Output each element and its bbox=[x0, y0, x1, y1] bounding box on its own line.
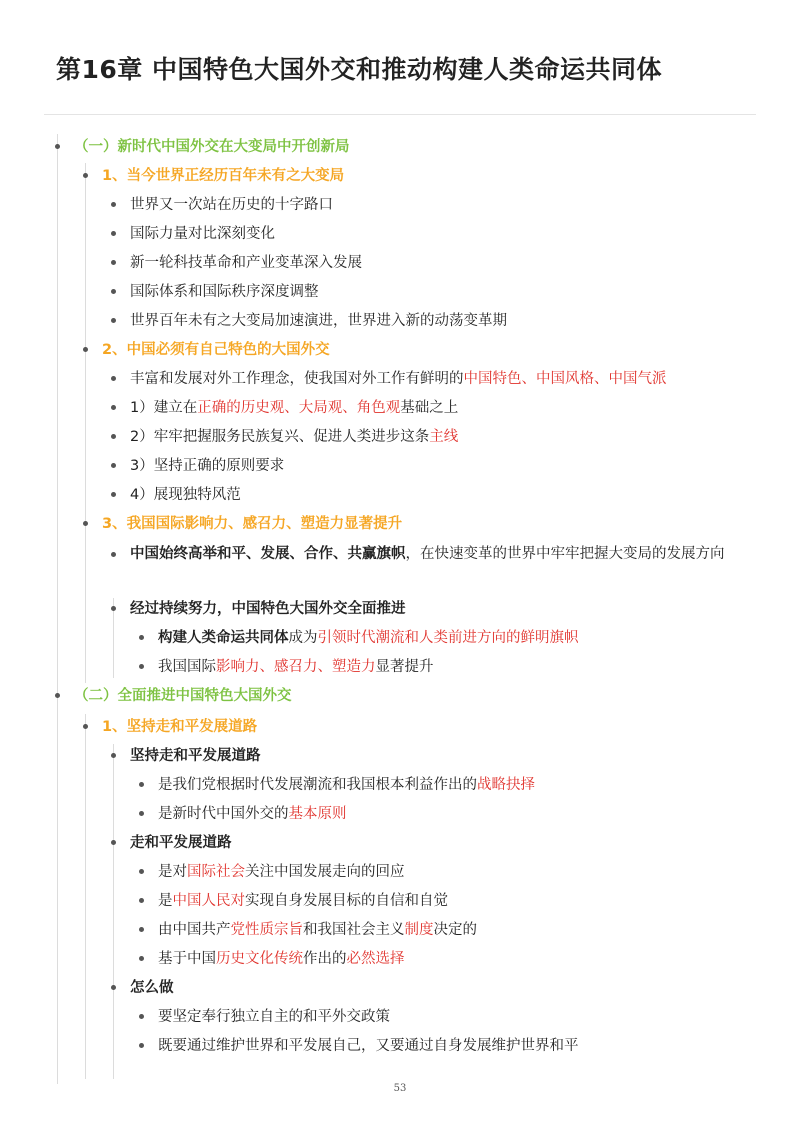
section-heading-1: （一）新时代中国外交在大变局中开创新局 bbox=[74, 139, 350, 155]
bullet-dot bbox=[83, 173, 88, 178]
highlight-text: 影响力、感召力、塑造力 bbox=[216, 659, 376, 675]
list-item: 3）坚持正确的原则要求 bbox=[130, 458, 285, 474]
bold-text: 中国始终高举和平、发展、合作、共赢旗帜 bbox=[130, 546, 406, 562]
bullet-dot bbox=[111, 405, 116, 410]
list-item bbox=[158, 772, 535, 798]
bold-text: 构建人类命运共同体 bbox=[158, 630, 289, 646]
bullet-dot bbox=[111, 552, 116, 557]
text-segment: 是我们党根据时代发展潮流和我国根本利益作出的 bbox=[158, 777, 477, 793]
bullet-dot bbox=[111, 376, 116, 381]
indent-guide-level3b bbox=[113, 744, 114, 1079]
text-segment: 决定的 bbox=[433, 922, 477, 938]
text-segment: 是 bbox=[158, 893, 173, 909]
bullet-dot bbox=[83, 521, 88, 526]
text-segment: 基于中国 bbox=[158, 951, 216, 967]
bullet-dot bbox=[83, 724, 88, 729]
bullet-dot bbox=[111, 840, 116, 845]
bullet-dot bbox=[111, 289, 116, 294]
bullet-dot bbox=[111, 260, 116, 265]
list-item: 要坚定奉行独立自主的和平外交政策 bbox=[158, 1009, 390, 1025]
bullet-dot bbox=[139, 1014, 144, 1019]
text-segment: 成为 bbox=[288, 630, 318, 646]
highlight-text: 必然选择 bbox=[346, 951, 405, 967]
highlight-text: 引领时代潮流和人类前进方向的鲜明旗帜 bbox=[317, 630, 579, 646]
highlight-text: 党性质宗旨 bbox=[230, 922, 303, 938]
list-item bbox=[158, 888, 448, 914]
list-item bbox=[158, 917, 477, 943]
group-label: 怎么做 bbox=[130, 980, 174, 996]
text-segment: 和我国社会主义 bbox=[303, 922, 405, 938]
bullet-dot bbox=[139, 1043, 144, 1048]
list-item bbox=[130, 424, 458, 450]
bullet-dot bbox=[139, 782, 144, 787]
highlight-text: 战略抉择 bbox=[477, 777, 535, 793]
bullet-dot bbox=[139, 811, 144, 816]
subsection-heading-1-3: 3、我国国际影响力、感召力、塑造力显著提升 bbox=[102, 516, 403, 532]
bullet-dot bbox=[111, 434, 116, 439]
highlight-text: 国际社会 bbox=[187, 864, 245, 880]
highlight-text: 主线 bbox=[429, 429, 459, 445]
bullet-dot bbox=[139, 664, 144, 669]
text-segment: ，在快速变革的世界中牢牢把握大变局的发展方向 bbox=[405, 546, 725, 562]
text-segment: 丰富和发展对外工作理念，使我国对外工作有鲜明的 bbox=[130, 371, 464, 387]
bullet-dot bbox=[111, 985, 116, 990]
list-item: 经过持续努力，中国特色大国外交全面推进 bbox=[130, 601, 406, 617]
subsection-heading-1-1: 1、当今世界正经历百年未有之大变局 bbox=[102, 168, 345, 184]
bullet-dot bbox=[139, 635, 144, 640]
bullet-dot bbox=[139, 956, 144, 961]
list-item: 新一轮科技革命和产业变革深入发展 bbox=[130, 255, 362, 271]
highlight-text: 基本原则 bbox=[288, 806, 347, 822]
list-item bbox=[158, 946, 405, 972]
text-segment: 我国国际 bbox=[158, 659, 216, 675]
text-segment: 基础之上 bbox=[400, 400, 459, 416]
list-item: 4）展现独特风范 bbox=[130, 487, 241, 503]
bullet-dot bbox=[111, 606, 116, 611]
subsection-heading-1-2: 2、中国必须有自己特色的大国外交 bbox=[102, 342, 330, 358]
list-item bbox=[158, 654, 434, 680]
text-segment: 关注中国发展走向的回应 bbox=[245, 864, 405, 880]
highlight-text: 正确的历史观、大局观、角色观 bbox=[197, 400, 401, 416]
text-segment: 由中国共产 bbox=[158, 922, 231, 938]
group-label: 坚持走和平发展道路 bbox=[130, 748, 261, 764]
page-title: 第16章 中国特色大国外交和推动构建人类命运共同体 bbox=[56, 55, 662, 84]
page-number: 53 bbox=[393, 1083, 407, 1094]
text-segment: 实现自身发展目标的自信和自觉 bbox=[245, 893, 448, 909]
bullet-dot bbox=[55, 693, 60, 698]
bullet-dot bbox=[111, 463, 116, 468]
text-segment: 是新时代中国外交的 bbox=[158, 806, 289, 822]
list-item: 国际体系和国际秩序深度调整 bbox=[130, 284, 319, 300]
bullet-dot bbox=[55, 144, 60, 149]
text-segment: 1）建立在 bbox=[130, 400, 198, 416]
bullet-dot bbox=[111, 318, 116, 323]
bullet-dot bbox=[111, 753, 116, 758]
list-item bbox=[158, 801, 347, 827]
bullet-dot bbox=[111, 492, 116, 497]
text-segment: 显著提升 bbox=[375, 659, 434, 675]
bullet-dot bbox=[83, 347, 88, 352]
bullet-dot bbox=[111, 202, 116, 207]
highlight-text: 制度 bbox=[404, 922, 434, 938]
list-item: 世界百年未有之大变局加速演进，世界进入新的动荡变革期 bbox=[130, 313, 507, 329]
bullet-dot bbox=[139, 927, 144, 932]
bullet-dot bbox=[139, 869, 144, 874]
list-item bbox=[158, 625, 579, 651]
highlight-text: 中国特色、中国风格、中国气派 bbox=[463, 371, 667, 387]
text-segment: 作出的 bbox=[303, 951, 347, 967]
list-item bbox=[130, 366, 667, 392]
subsection-heading-2-1: 1、坚持走和平发展道路 bbox=[102, 719, 258, 735]
list-item: 世界又一次站在历史的十字路口 bbox=[130, 197, 333, 213]
group-label: 走和平发展道路 bbox=[130, 835, 232, 851]
highlight-text: 历史文化传统 bbox=[216, 951, 303, 967]
section-heading-2: （二）全面推进中国特色大国外交 bbox=[74, 688, 292, 704]
highlight-text: 中国人民对 bbox=[172, 893, 245, 909]
indent-guide-level2a bbox=[85, 163, 86, 683]
indent-guide-level1 bbox=[57, 134, 58, 1084]
title-divider bbox=[44, 114, 756, 115]
bullet-dot bbox=[111, 231, 116, 236]
list-item: 既要通过维护世界和平发展自己，又要通过自身发展维护世界和平 bbox=[158, 1038, 579, 1054]
text-segment: 2）牢牢把握服务民族复兴、促进人类进步这条 bbox=[130, 429, 430, 445]
text-segment: 是对 bbox=[158, 864, 187, 880]
list-item bbox=[130, 395, 458, 421]
list-item bbox=[158, 859, 405, 885]
list-item bbox=[130, 542, 745, 567]
indent-guide-level2b bbox=[85, 714, 86, 1079]
bullet-dot bbox=[139, 898, 144, 903]
list-item: 国际力量对比深刻变化 bbox=[130, 226, 275, 242]
